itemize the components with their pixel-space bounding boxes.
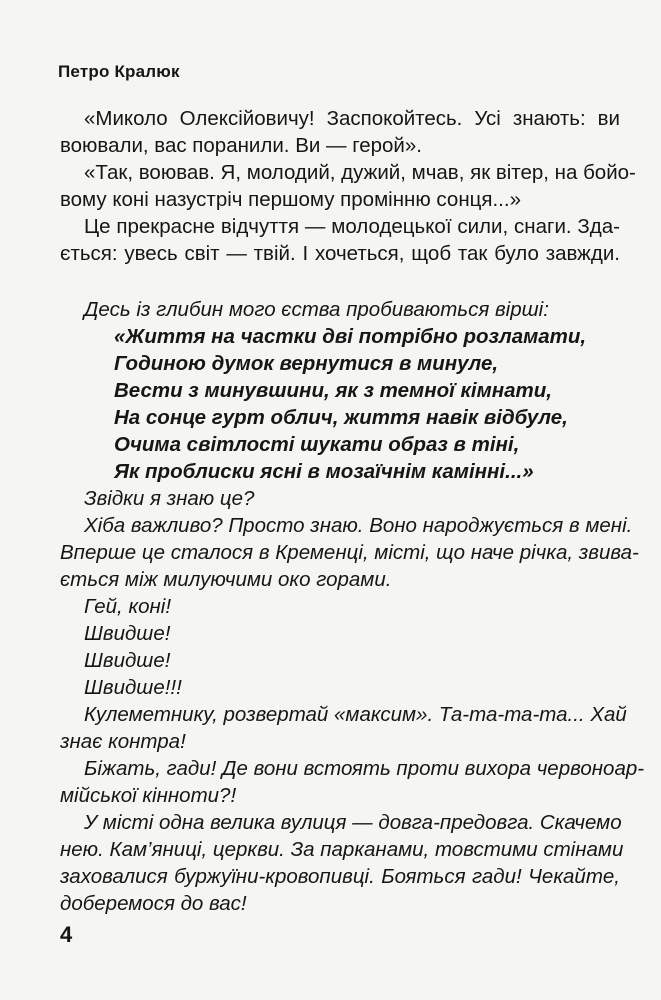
text-line: Швидше! (84, 622, 171, 645)
text-line: ється: увесь світ — твій. І хочеться, щоб так було завжди. (60, 242, 620, 265)
text-line: Біжать, гади! Де вони встоять проти вихора червоноар- (84, 757, 645, 780)
text-line: Це прекрасне відчуття — молодецької сили, снаги. Зда- (84, 215, 620, 238)
text-line: нею. Кам’яниці, церкви. За парканами, товстими стінами (60, 838, 624, 861)
text-line: доберемося до вас! (60, 892, 247, 915)
poem-block (60, 323, 620, 485)
poem-line: Як проблиски ясні в мозаїчнім камінні...» (114, 460, 534, 483)
text-line: Кулеметнику, розвертай «максим». Та-та-та-та... Хай (84, 703, 627, 726)
text-line: Швидше!!! (84, 676, 182, 699)
running-head-author: Петро Кралюк (58, 62, 180, 81)
text-line: ється між милуючими око горами. (60, 568, 392, 591)
prose-block (60, 105, 636, 267)
poem-line: Годиною думок вернутися в минуле, (114, 352, 499, 375)
text-line: Гей, коні! (84, 595, 172, 618)
text-line: Вперше це сталося в Кременці, місті, що наче річка, звива- (60, 541, 639, 564)
poem-line: Вести з минувшини, як з темної кімнати, (114, 379, 552, 402)
text-line: Хіба важливо? Просто знаю. Воно народжується в мені. (84, 514, 633, 537)
page-number: 4 (60, 922, 73, 947)
text-line: Звідки я знаю це? (84, 487, 255, 510)
italic-section (60, 296, 645, 917)
poem-line: Очима світлості шукати образ в тіні, (114, 433, 520, 456)
text-line: заховалися буржуїни-кровопивці. Бояться гади! Чекайте, (60, 865, 620, 888)
text-line: знає контра! (60, 730, 186, 753)
text-line: «Миколо Олексійовичу! Заспокойтесь. Усі знають: ви (84, 107, 620, 130)
poem-line: «Життя на частки дві потрібно розламати, (114, 325, 587, 348)
text-line: «Так, воював. Я, молодий, дужий, мчав, як вітер, на бойо- (84, 161, 636, 184)
text-line: мійської кінноти?! (60, 784, 237, 807)
text-line: У місті одна велика вулиця — довга-предовга. Скачемо (84, 811, 622, 834)
text-line: вому коні назустріч першому промінню сонця...» (60, 188, 521, 211)
text-line: воювали, вас поранили. Ви — герой». (60, 134, 422, 157)
verse-intro: Десь із глибин мого єства пробиваються вірші: (84, 298, 549, 321)
text-line: Швидше! (84, 649, 171, 672)
poem-line: На сонце гурт облич, життя навік відбуле, (114, 406, 568, 429)
